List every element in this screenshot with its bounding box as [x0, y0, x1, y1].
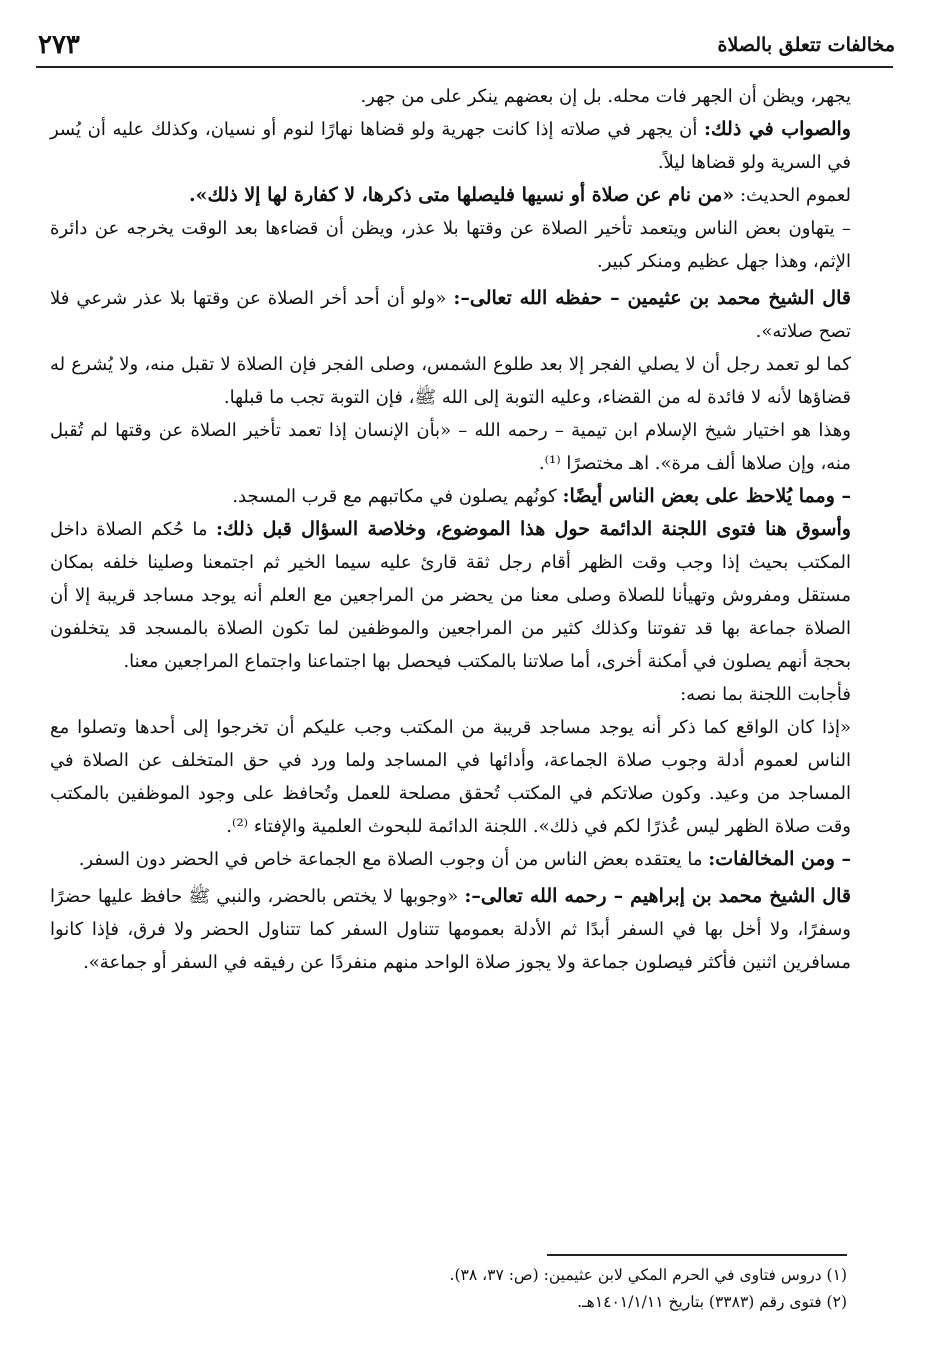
paragraph: وهذا هو اختيار شيخ الإسلام ابن تيمية – رحمه الله – «بأن الإنسان إذا تعمد تأخير الصلاة عن وقتها لم تُقبل منه، وإن صلاها ألف مرة». اهـ مختصرًا ⁽¹⁾.: [50, 420, 851, 474]
paragraph: «إذا كان الواقع كما ذكر أنه يوجد مساجد قريبة من المكتب وجب عليكم أن تخرجوا إلى أحدها وتصلوا مع الناس لعموم أدلة وجوب صلاة الجماعة، وأدائها في المساجد ولما ورد في حق المتخلف عن الصلاة في المساجد من وعيد. وكون صلاتكم في المكتب تُحقق مصلحة للعمل وتُحافظ على وجود الموظفين بالمكتب وقت صلاة الظهر ليس عُذرًا لكم في ذلك». اللجنة الدائمة للبحوث العلمية والإفتاء ⁽²⁾.: [50, 717, 851, 837]
paragraph: قال الشيخ محمد بن إبراهيم – رحمه الله تعالى–: «وجوبها لا يختص بالحضر، والنبي ﷺ حافظ عليها حضرًا وسفرًا، ولا أخل بها في السفر أبدًا ثم الأدلة بعمومها تتناول السفر كما تتناول الحضر ولا فرق، فإذا كانوا مسافرين اثنين فأكثر فيصلون جماعة ولا يجوز صلاة الواحد منهم منفردًا عن رفيقه في السفر أو جماعة».: [50, 885, 851, 973]
paragraph-lead: وأسوق هنا فتوى اللجنة الدائمة حول هذا الموضوع، وخلاصة السؤال قبل ذلك:: [216, 518, 851, 540]
paragraph-lead: والصواب في ذلك:: [704, 118, 851, 140]
paragraph: وأسوق هنا فتوى اللجنة الدائمة حول هذا الموضوع، وخلاصة السؤال قبل ذلك: ما حُكم الصلاة داخل المكتب بحيث إذا وجب وقت الظهر أقام رجل ثقة قارئ عليه سيما الخير ثم اجتمعنا وصلينا خلفه بمكان مستقل ومفروش وتهيأنا للصلاة وصلى معنا من يحضر من المراجعين مع العلم أنه يوجد مساجد قريبة إلا أن الصلاة جماعة بها قد تفوتنا وكذلك كثير من المراجعين والموظفين لما تكون الصلاة بالمسجد قد يتخلفون بحجة أنهم يصلون في أمكنة أخرى، أما صلاتنا بالمكتب فيحصل بها اجتماعنا واجتماع المراجعين معنا.: [50, 518, 851, 672]
footnote-1: (١) دروس فتاوى في الحرم المكي لابن عثيمين: (ص: ٣٧، ٣٨).: [449, 1266, 847, 1284]
running-title: مخالفات تتعلق بالصلاة: [717, 34, 895, 56]
paragraph: والصواب في ذلك: أن يجهر في صلاته إذا كانت جهرية ولو قضاها نهارًا لنوم أو نسيان، وكذلك عليه أن يُسر في السرية ولو قضاها ليلاً.: [50, 118, 851, 173]
footnotes: [80, 1262, 847, 1316]
hadith-quote: «من نام عن صلاة أو نسيها فليصلها متى ذكرها، لا كفارة لها إلا ذلك».: [188, 184, 735, 206]
paragraph-lead: – ومما يُلاحظ على بعض الناس أيضًا:: [562, 485, 851, 507]
paragraph: كما لو تعمد رجل أن لا يصلي الفجر إلا بعد طلوع الشمس، وصلى الفجر فإن الصلاة لا تقبل منه، ولا يُشرع له قضاؤها لأنه لا فائدة له من القضاء، وعليه التوبة إلى الله ﷺ، فإن التوبة تجب ما قبلها.: [50, 354, 851, 408]
paragraph: – يتهاون بعض الناس ويتعمد تأخير الصلاة عن وقتها بلا عذر، ويظن أن قضاءها بعد الوقت يخرجه عن دائرة الإثم، وهذا جهل عظيم ومنكر كبير.: [50, 218, 851, 272]
paragraph: – ومما يُلاحظ على بعض الناس أيضًا: كونُهم يصلون في مكاتبهم مع قرب المسجد.: [232, 485, 851, 507]
footnote-divider: [547, 1254, 847, 1256]
paragraph: لعموم الحديث: «من نام عن صلاة أو نسيها فليصلها متى ذكرها، لا كفارة لها إلا ذلك».: [188, 184, 851, 206]
footnote-2: (٢) فتوى رقم (٣٣٨٣) بتاريخ ١٤٠١/١/١١هـ.: [577, 1293, 847, 1311]
paragraph: قال الشيخ محمد بن عثيمين – حفظه الله تعالى–: «ولو أن أحد أخر الصلاة عن وقتها بلا عذر شرعي فلا تصح صلاته».: [50, 287, 851, 342]
paragraph-lead: قال الشيخ محمد بن عثيمين – حفظه الله تعالى–:: [453, 287, 851, 309]
paragraph-lead: – ومن المخالفات:: [708, 848, 851, 870]
header-divider: [36, 66, 893, 68]
paragraph: يجهر، ويظن أن الجهر فات محله. بل إن بعضهم ينكر على من جهر.: [360, 86, 851, 107]
page-number: ٢٧٣: [38, 30, 80, 60]
paragraph: فأجابت اللجنة بما نصه:: [680, 684, 851, 705]
paragraph-lead: قال الشيخ محمد بن إبراهيم – رحمه الله تعالى–:: [464, 885, 851, 907]
page-header: [36, 30, 897, 64]
body-text: [50, 80, 851, 979]
paragraph: – ومن المخالفات: ما يعتقده بعض الناس من أن وجوب الصلاة مع الجماعة خاص في الحضر دون السفر.: [78, 848, 851, 870]
